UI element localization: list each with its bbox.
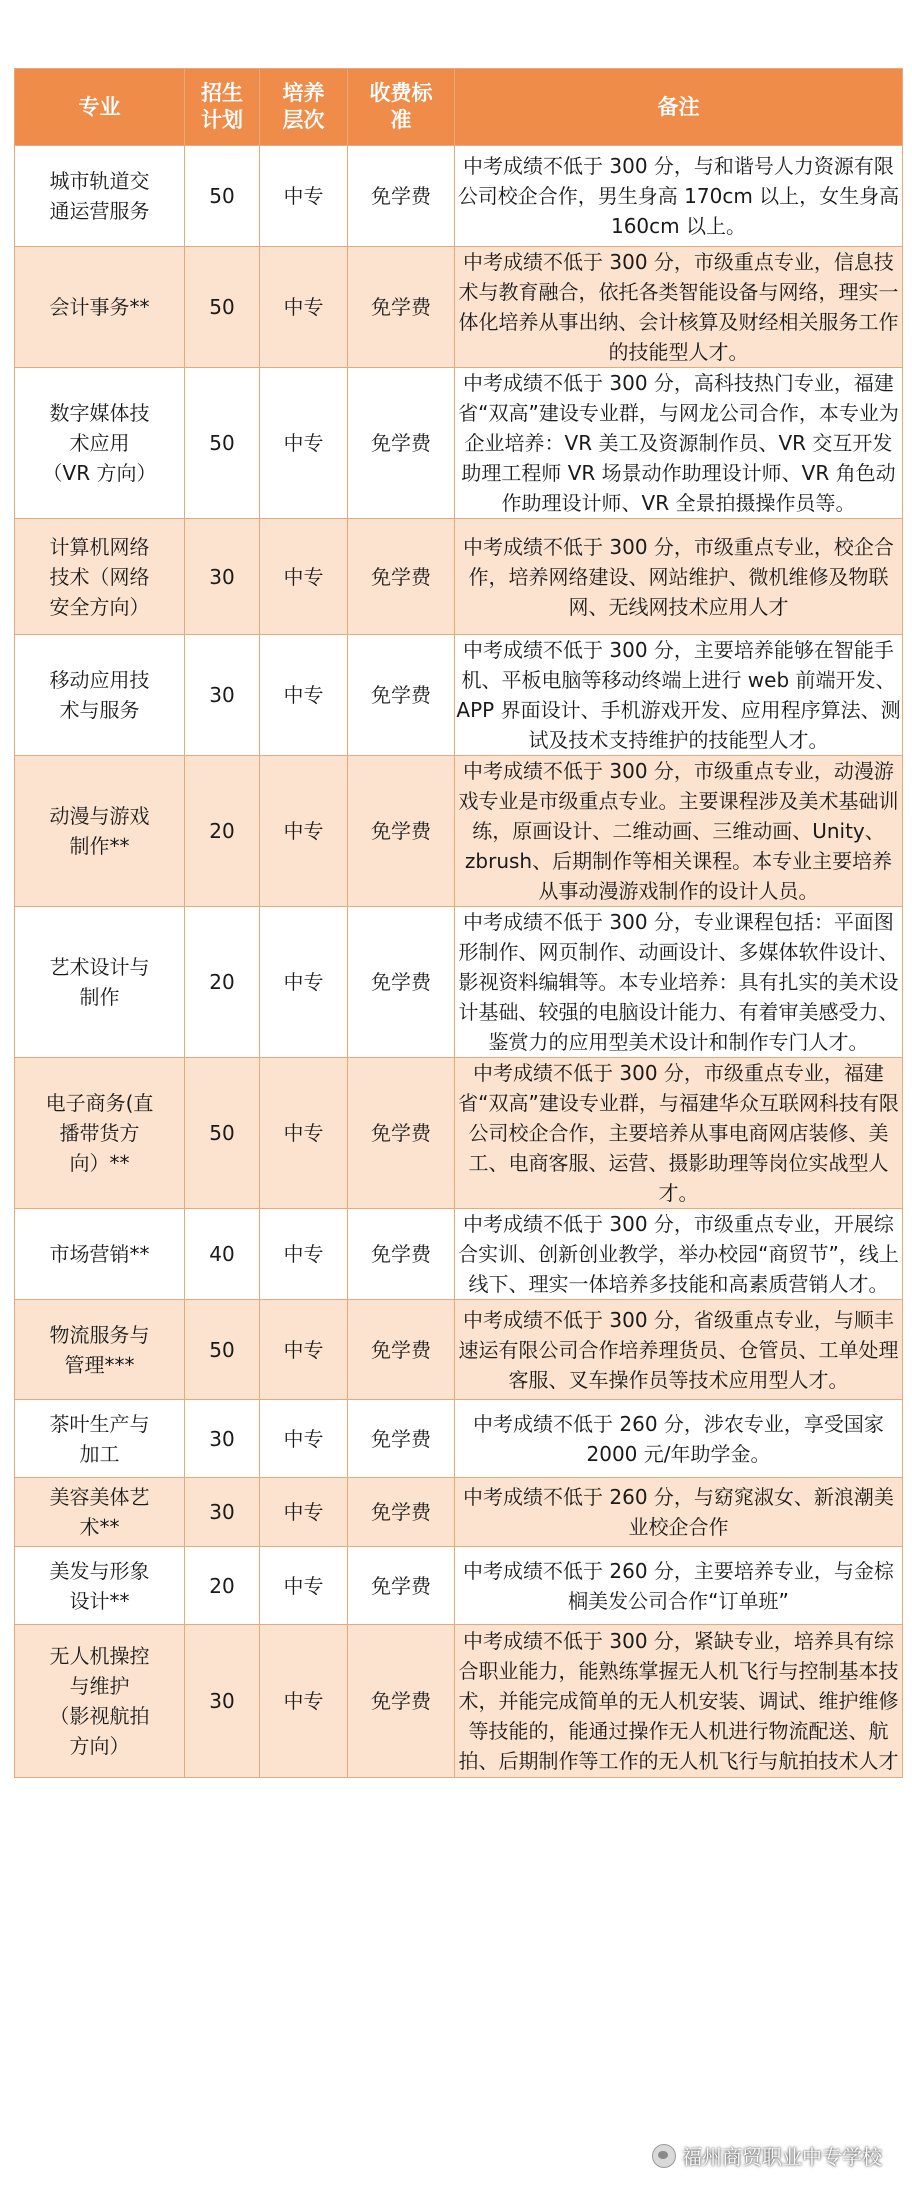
major-name-cell: 移动应用技 术与服务 (15, 635, 185, 756)
table-row (15, 635, 903, 756)
header-enrollment-plan: 招生 计划 (185, 69, 260, 146)
remarks-cell: 中考成绩不低于 260 分，主要培养专业，与金棕榈美发公司合作“订单班” (455, 1547, 903, 1625)
fee-standard-cell: 免学费 (348, 1400, 455, 1478)
training-level-cell: 中专 (260, 146, 348, 247)
header-fee-standard: 收费标 准 (348, 69, 455, 146)
major-name-cell: 会计事务** (15, 247, 185, 368)
training-level-cell: 中专 (260, 1058, 348, 1209)
fee-standard-cell: 免学费 (348, 635, 455, 756)
fee-standard-cell: 免学费 (348, 519, 455, 635)
training-level-cell: 中专 (260, 368, 348, 519)
remarks-cell: 中考成绩不低于 300 分，市级重点专业，福建省“双高”建设专业群，与福建华众互联网科技有限公司校企合作，主要培养从事电商网店装修、美工、电商客服、运营、摄影助理等岗位实战型人才。 (455, 1058, 903, 1209)
enrollment-plan-cell: 30 (185, 1625, 260, 1778)
remarks-cell: 中考成绩不低于 300 分，主要培养能够在智能手机、平板电脑等移动终端上进行 web 前端开发、APP 界面设计、手机游戏开发、应用程序算法、测试及技术支持维护的技能型人才。 (455, 635, 903, 756)
enrollment-plan-cell: 20 (185, 756, 260, 907)
remarks-cell: 中考成绩不低于 300 分，市级重点专业，信息技术与教育融合，依托各类智能设备与网络，理实一体化培养从事出纳、会计核算及财经相关服务工作的技能型人才。 (455, 247, 903, 368)
major-name-cell: 动漫与游戏 制作** (15, 756, 185, 907)
fee-standard-cell: 免学费 (348, 1547, 455, 1625)
header-major: 专业 (15, 69, 185, 146)
table-row (15, 907, 903, 1058)
enrollment-plan-cell: 30 (185, 635, 260, 756)
watermark-text: 福州商贸职业中专学校 (682, 2145, 882, 2169)
table-row (15, 1300, 903, 1400)
fee-standard-cell: 免学费 (348, 247, 455, 368)
fee-standard-cell: 免学费 (348, 1625, 455, 1778)
table-row (15, 1478, 903, 1547)
table-row (15, 1547, 903, 1625)
major-name-cell: 美容美体艺 术** (15, 1478, 185, 1547)
remarks-cell: 中考成绩不低于 260 分，涉农专业，享受国家 2000 元/年助学金。 (455, 1400, 903, 1478)
major-name-cell: 城市轨道交 通运营服务 (15, 146, 185, 247)
remarks-cell: 中考成绩不低于 300 分，紧缺专业，培养具有综合职业能力，能熟练掌握无人机飞行与控制基本技术，并能完成简单的无人机安装、调试、维护维修等技能的，能通过操作无人机进行物流配送、航拍、后期制作等工作的无人机飞行与航拍技术人才 (455, 1625, 903, 1778)
enrollment-plan-cell: 20 (185, 1547, 260, 1625)
table-row (15, 756, 903, 907)
major-name-cell: 计算机网络 技术（网络 安全方向） (15, 519, 185, 635)
training-level-cell: 中专 (260, 756, 348, 907)
table-row (15, 519, 903, 635)
table-row (15, 247, 903, 368)
table-row (15, 1058, 903, 1209)
fee-standard-cell: 免学费 (348, 756, 455, 907)
remarks-cell: 中考成绩不低于 300 分，市级重点专业，校企合作，培养网络建设、网站维护、微机维修及物联网、无线网技术应用人才 (455, 519, 903, 635)
fee-standard-cell: 免学费 (348, 368, 455, 519)
majors-table-container (14, 68, 902, 1778)
remarks-cell: 中考成绩不低于 300 分，高科技热门专业，福建省“双高”建设专业群，与网龙公司合作，本专业为企业培养：VR 美工及资源制作员、VR 交互开发助理工程师 VR 场景动作助理设计师、VR 角色动作助理设计师、VR 全景拍摄操作员等。 (455, 368, 903, 519)
enrollment-plan-cell: 20 (185, 907, 260, 1058)
training-level-cell: 中专 (260, 1400, 348, 1478)
major-name-cell: 无人机操控 与维护 （影视航拍 方向） (15, 1625, 185, 1778)
remarks-cell: 中考成绩不低于 300 分，市级重点专业，开展综合实训、创新创业教学，举办校园“商贸节”，线上线下、理实一体培养多技能和高素质营销人才。 (455, 1209, 903, 1300)
remarks-cell: 中考成绩不低于 300 分，与和谐号人力资源有限公司校企合作，男生身高 170cm 以上，女生身高 160cm 以上。 (455, 146, 903, 247)
major-name-cell: 市场营销** (15, 1209, 185, 1300)
major-name-cell: 美发与形象 设计** (15, 1547, 185, 1625)
enrollment-plan-cell: 50 (185, 247, 260, 368)
table-row (15, 368, 903, 519)
major-name-cell: 物流服务与 管理*** (15, 1300, 185, 1400)
table-row (15, 1625, 903, 1778)
table-header-row (15, 69, 903, 146)
remarks-cell: 中考成绩不低于 300 分，专业课程包括：平面图形制作、网页制作、动画设计、多媒体软件设计、影视资料编辑等。本专业培养：具有扎实的美术设计基础、较强的电脑设计能力、有着审美感受力、鉴赏力的应用型美术设计和制作专门人才。 (455, 907, 903, 1058)
enrollment-plan-cell: 50 (185, 368, 260, 519)
header-training-level: 培养 层次 (260, 69, 348, 146)
major-name-cell: 电子商务(直 播带货方 向）** (15, 1058, 185, 1209)
remarks-cell: 中考成绩不低于 260 分，与窈窕淑女、新浪潮美业校企合作 (455, 1478, 903, 1547)
fee-standard-cell: 免学费 (348, 1300, 455, 1400)
enrollment-plan-cell: 30 (185, 1400, 260, 1478)
training-level-cell: 中专 (260, 1625, 348, 1778)
training-level-cell: 中专 (260, 907, 348, 1058)
fee-standard-cell: 免学费 (348, 1209, 455, 1300)
table-row (15, 1209, 903, 1300)
training-level-cell: 中专 (260, 519, 348, 635)
majors-table (14, 68, 903, 1778)
watermark (652, 2141, 882, 2170)
training-level-cell: 中专 (260, 247, 348, 368)
major-name-cell: 数字媒体技 术应用 （VR 方向） (15, 368, 185, 519)
training-level-cell: 中专 (260, 1300, 348, 1400)
enrollment-plan-cell: 50 (185, 1058, 260, 1209)
fee-standard-cell: 免学费 (348, 907, 455, 1058)
remarks-cell: 中考成绩不低于 300 分，市级重点专业，动漫游戏专业是市级重点专业。主要课程涉及美术基础训练，原画设计、二维动画、三维动画、Unity、zbrush、后期制作等相关课程。本专业主要培养从事动漫游戏制作的设计人员。 (455, 756, 903, 907)
table-row (15, 1400, 903, 1478)
enrollment-plan-cell: 50 (185, 146, 260, 247)
enrollment-plan-cell: 40 (185, 1209, 260, 1300)
major-name-cell: 艺术设计与 制作 (15, 907, 185, 1058)
training-level-cell: 中专 (260, 635, 348, 756)
training-level-cell: 中专 (260, 1478, 348, 1547)
enrollment-plan-cell: 30 (185, 1478, 260, 1547)
training-level-cell: 中专 (260, 1209, 348, 1300)
table-row (15, 146, 903, 247)
enrollment-plan-cell: 50 (185, 1300, 260, 1400)
fee-standard-cell: 免学费 (348, 146, 455, 247)
training-level-cell: 中专 (260, 1547, 348, 1625)
fee-standard-cell: 免学费 (348, 1058, 455, 1209)
fee-standard-cell: 免学费 (348, 1478, 455, 1547)
remarks-cell: 中考成绩不低于 300 分，省级重点专业，与顺丰速运有限公司合作培养理货员、仓管员、工单处理客服、叉车操作员等技术应用型人才。 (455, 1300, 903, 1400)
major-name-cell: 茶叶生产与 加工 (15, 1400, 185, 1478)
enrollment-plan-cell: 30 (185, 519, 260, 635)
wechat-logo-icon (652, 2144, 676, 2168)
header-remarks: 备注 (455, 69, 903, 146)
